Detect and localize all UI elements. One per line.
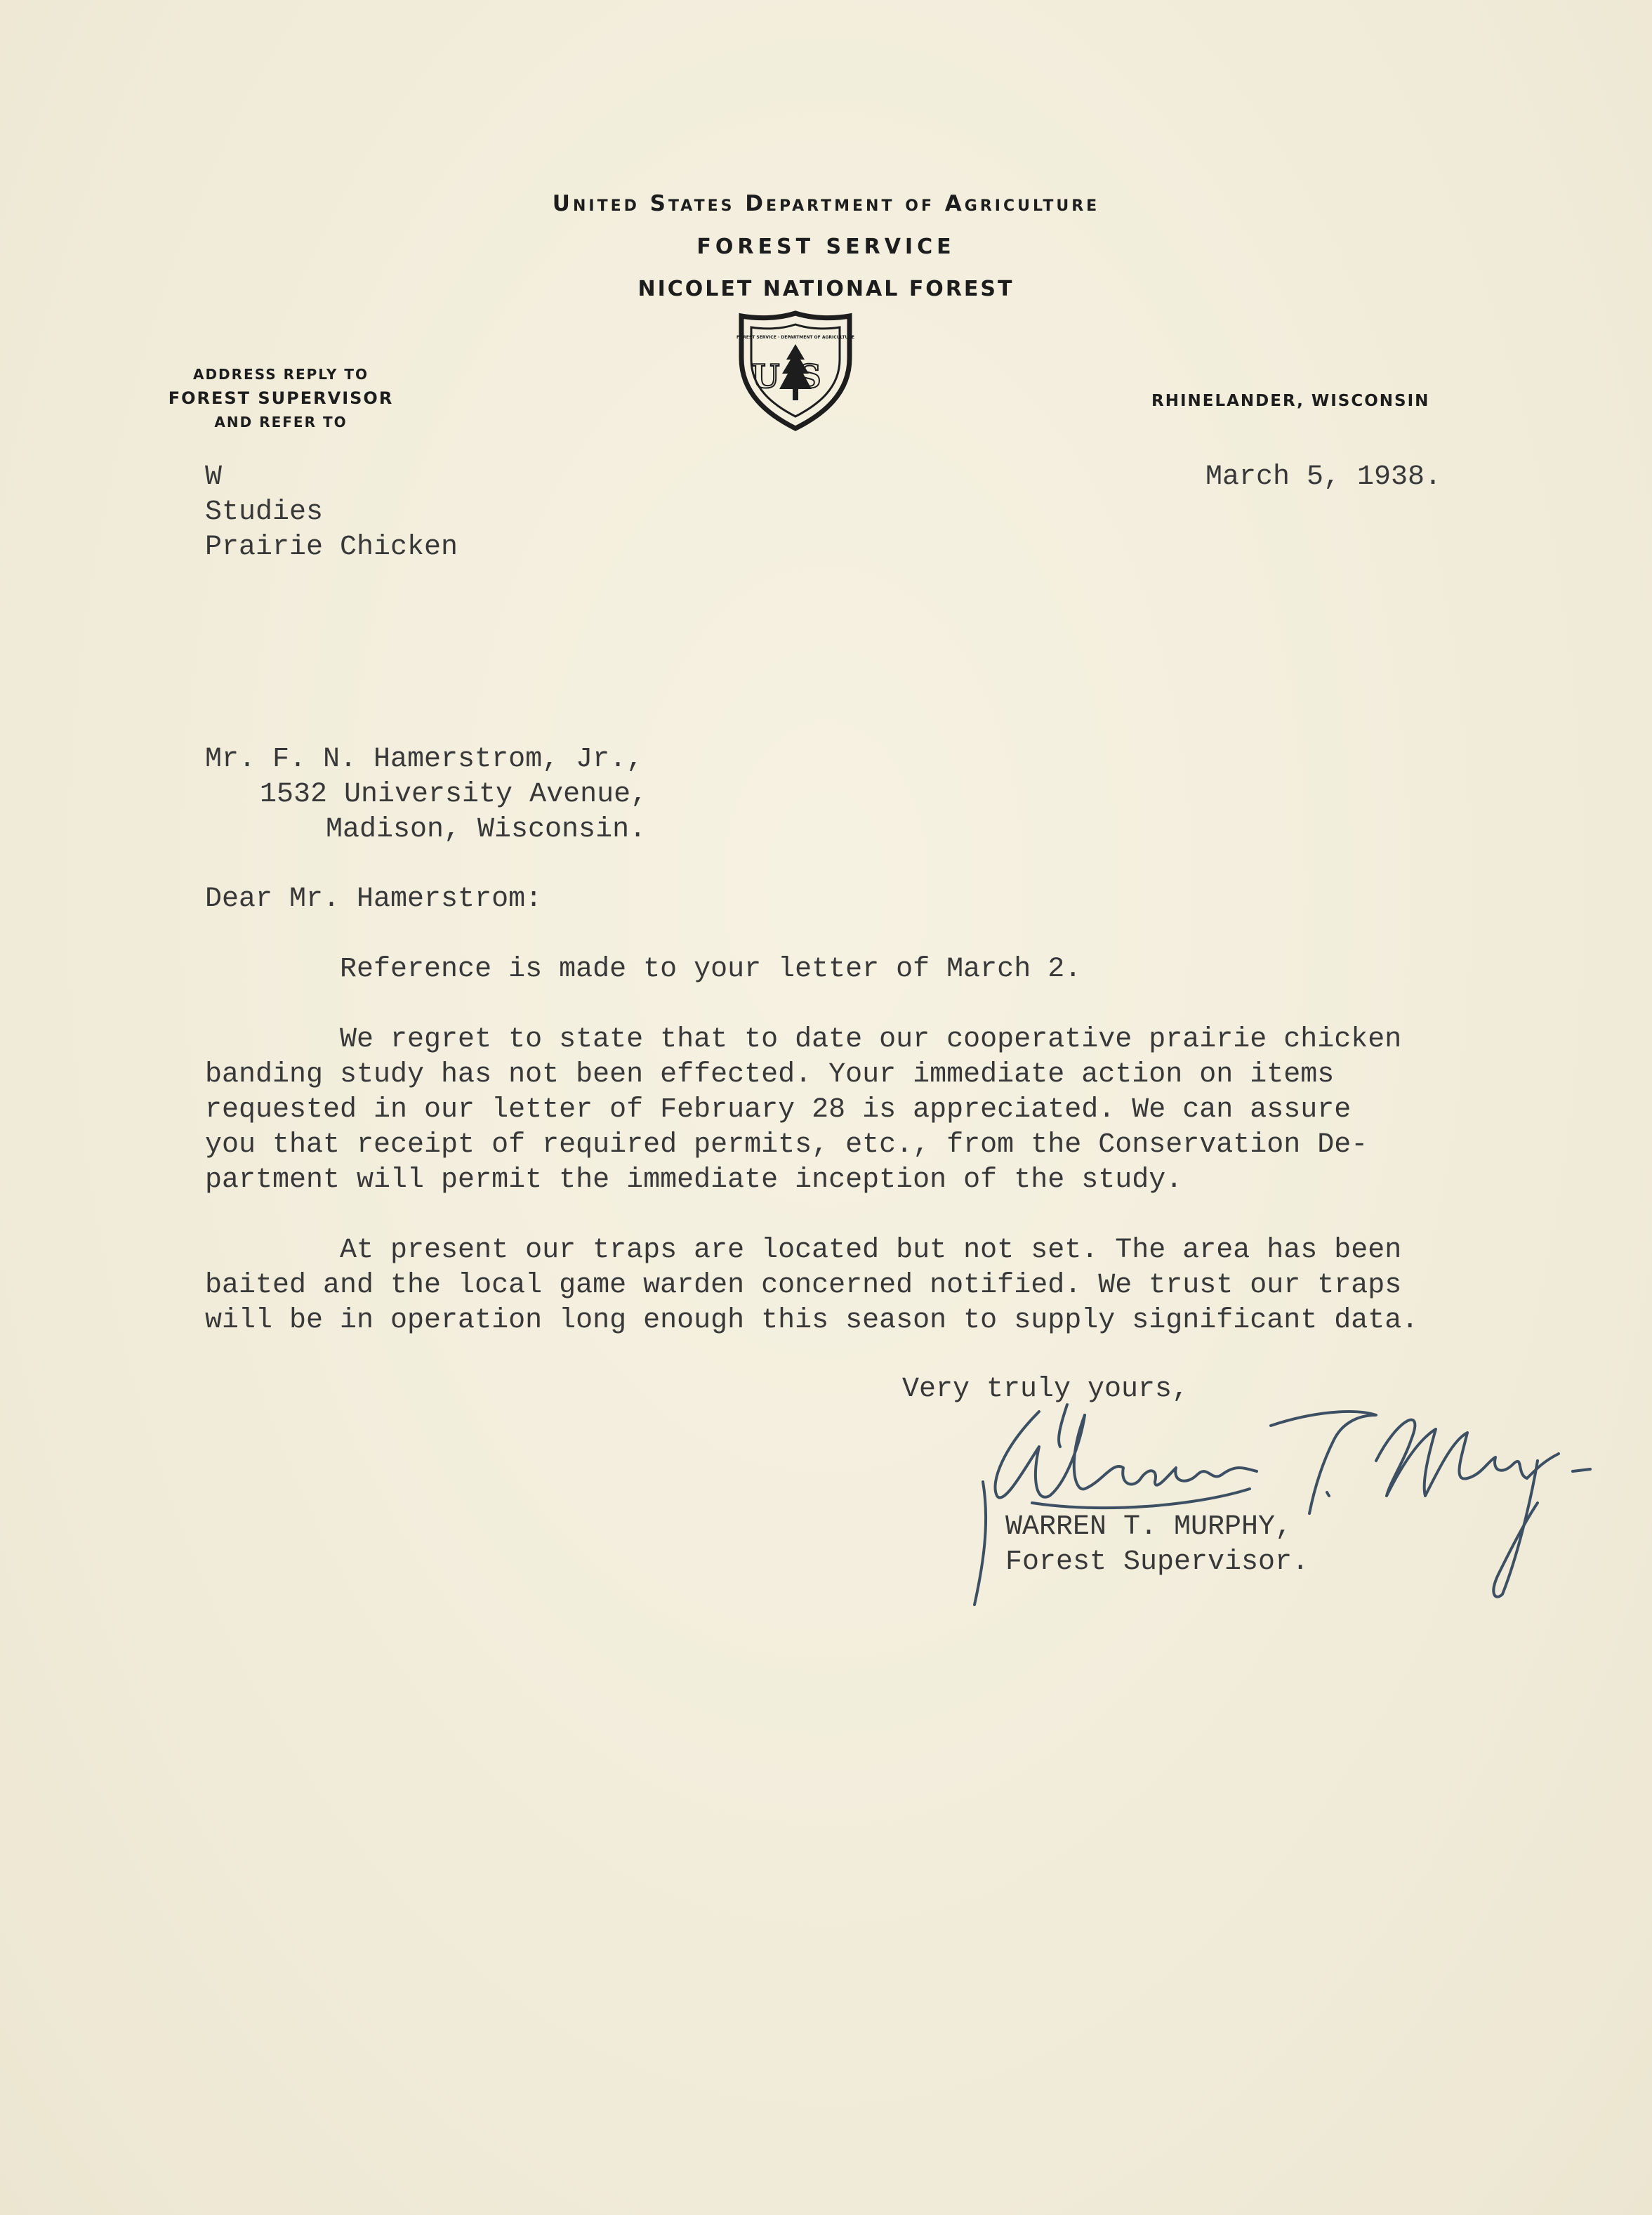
signer-name: WARREN T. MURPHY, bbox=[1005, 1511, 1293, 1543]
body-line bbox=[205, 1198, 1418, 1233]
forest-service-shield-logo bbox=[736, 309, 855, 432]
body-line: you that receipt of required permits, etc., from the Conservation De- bbox=[205, 1129, 1368, 1161]
body-line: requested in our letter of February 28 is appreciated. We can assure bbox=[205, 1094, 1352, 1126]
recipient-line1: Mr. F. N. Hamerstrom, Jr., bbox=[205, 744, 644, 775]
address-reply-block bbox=[154, 367, 407, 429]
reference-line2: Studies bbox=[205, 497, 324, 528]
body-line bbox=[205, 987, 1418, 1023]
reference-block bbox=[205, 460, 458, 565]
body-line: baited and the local game warden concerned notified. We trust our traps bbox=[205, 1270, 1402, 1301]
handwritten-signature bbox=[962, 1362, 1594, 1622]
complimentary-close: Very truly yours, bbox=[902, 1374, 1189, 1405]
letterhead-service: FOREST SERVICE bbox=[696, 235, 956, 259]
letterhead-department: United States Department of Agriculture bbox=[552, 191, 1100, 216]
recipient-line3: Madison, Wisconsin. bbox=[326, 814, 647, 846]
address-reply-line2: FOREST SUPERVISOR bbox=[168, 388, 394, 408]
address-reply-line3: AND REFER TO bbox=[214, 414, 348, 430]
body-line: partment will permit the immediate inception of the study. bbox=[205, 1164, 1183, 1196]
recipient-line2: 1532 University Avenue, bbox=[260, 779, 648, 810]
letterhead-city: RHINELANDER, WISCONSIN bbox=[1151, 392, 1430, 410]
body-line: banding study has not been effected. Your immediate action on items bbox=[205, 1059, 1335, 1091]
signer-title: Forest Supervisor. bbox=[1005, 1546, 1309, 1578]
body-line: We regret to state that to date our cooperative prairie chicken bbox=[205, 1024, 1402, 1056]
body-line: will be in operation long enough this season to supply significant data. bbox=[205, 1305, 1419, 1336]
reference-line1: W bbox=[205, 461, 223, 493]
letterhead-forest: NICOLET NATIONAL FOREST bbox=[637, 277, 1015, 301]
body-line: Reference is made to your letter of March 2. bbox=[205, 954, 1082, 985]
address-reply-line1: ADDRESS REPLY TO bbox=[192, 366, 369, 383]
letter-body bbox=[205, 952, 1418, 1339]
shield-ring-text: FOREST SERVICE · DEPARTMENT OF AGRICULTURE bbox=[736, 335, 855, 340]
shield-emblem-letters: US bbox=[751, 357, 840, 395]
recipient-address bbox=[205, 742, 647, 848]
reference-line3: Prairie Chicken bbox=[205, 532, 458, 563]
letter-date: March 5, 1938. bbox=[1205, 461, 1442, 493]
body-line: At present our traps are located but not set. The area has been bbox=[205, 1235, 1402, 1266]
salutation: Dear Mr. Hamerstrom: bbox=[205, 883, 543, 915]
